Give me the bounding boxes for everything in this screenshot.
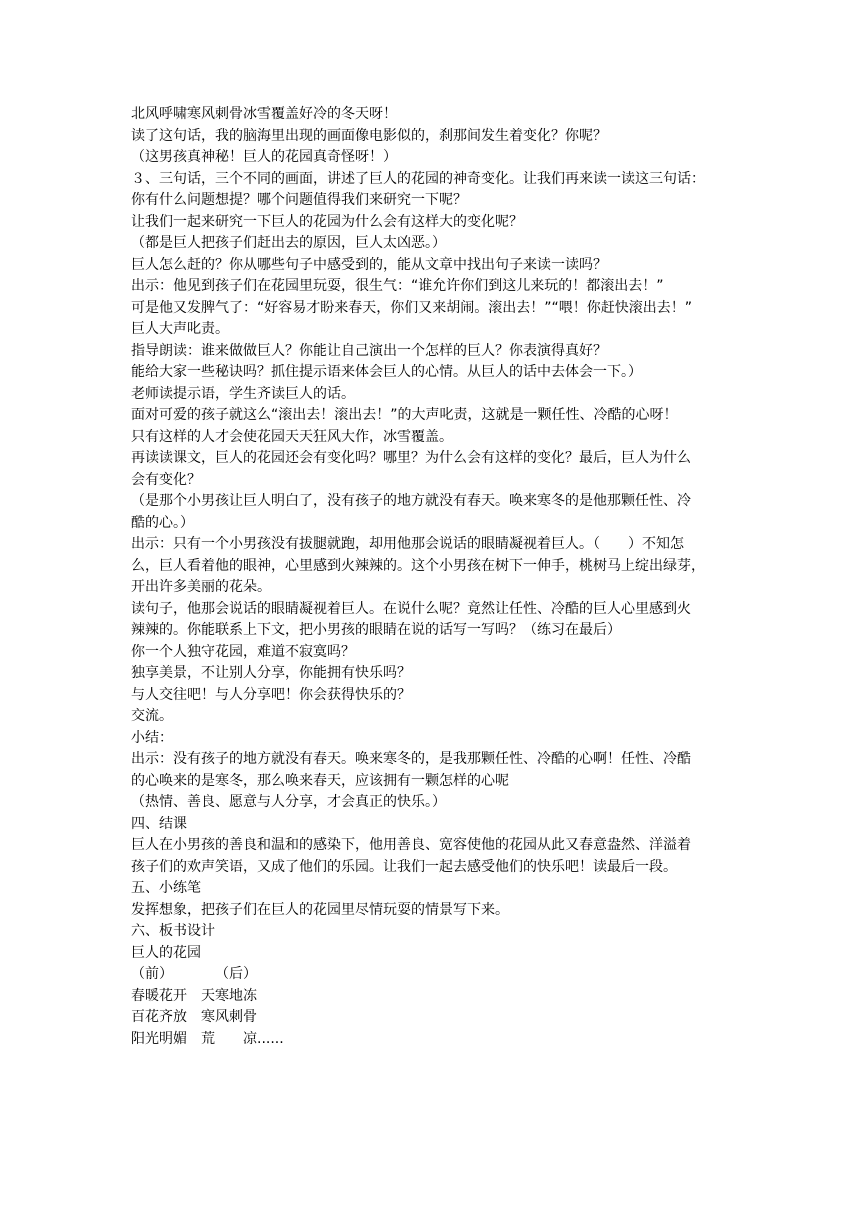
text-line: （热情、善良、愿意与人分享，才会真正的快乐。）	[131, 794, 446, 810]
text-line: 读了这句话，我的脑海里出现的画面像电影似的，刹那间发生着变化？你呢？	[131, 127, 607, 144]
section-heading: 四、结课	[131, 815, 187, 832]
text-line: 只有这样的人才会使花园天天狂风大作，冰雪覆盖。	[131, 428, 453, 445]
text-line: 老师读提示语，学生齐读巨人的话。	[131, 385, 355, 402]
text-line: （都是巨人把孩子们赶出去的原因，巨人太凶恶。）	[131, 235, 446, 251]
text-line: 辣辣的。你能联系上下文，把小男孩的眼睛在说的话写一写吗？（练习在最后）	[131, 622, 621, 638]
board-title: 巨人的花园	[131, 944, 201, 961]
text-line: 的心唤来的是寒冬，那么唤来春天，应该拥有一颗怎样的心呢	[131, 772, 509, 789]
text-line: 出示：没有孩子的地方就没有春天。唤来寒冬的，是我那颗任性、冷酷的心啊！任性、冷酷	[131, 751, 691, 767]
text-line: 巨人大声叱责。	[131, 321, 229, 337]
board-line: 阳光明媚 荒 凉......	[131, 1030, 284, 1047]
text-line: 发挥想象，把孩子们在巨人的花园里尽情玩耍的情景写下来。	[131, 901, 509, 918]
text-line: 开出许多美丽的花朵。	[131, 579, 271, 595]
text-line: 出示：只有一个小男孩没有拔腿就跑，却用他那会说话的眼睛凝视着巨人。（ ）不知怎	[131, 536, 684, 552]
text-line: 与人交往吧！与人分享吧！你会获得快乐的？	[131, 686, 411, 703]
text-line: 会有变化？	[131, 471, 201, 488]
text-line: 小结：	[131, 729, 173, 746]
text-line: （这男孩真神秘！巨人的花园真奇怪呀！）	[131, 149, 397, 165]
text-line: ３、三句话，三个不同的画面，讲述了巨人的花园的神奇变化。让我们再来读一读这三句话：	[131, 170, 705, 187]
text-line: 让我们一起来研究一下巨人的花园为什么会有这样大的变化呢？	[131, 213, 523, 230]
text-line: 再读读课文，巨人的花园还会有变化吗？哪里？为什么会有这样的变化？最后，巨人为什么	[131, 450, 691, 466]
text-line: 面对可爱的孩子就这么“滚出去！滚出去！”的大声叱责，这就是一颗任性、冷酷的心呀！	[131, 407, 678, 423]
text-line: 孩子们的欢声笑语，又成了他们的乐园。让我们一起去感受他们的快乐吧！读最后一段。	[131, 858, 677, 875]
text-line: 独享美景，不让别人分享，你能拥有快乐吗？	[131, 665, 411, 681]
text-line: （是那个小男孩让巨人明白了，没有孩子的地方就没有春天。唤来寒冬的是他那颗任性、冷	[131, 493, 691, 509]
board-line: 百花齐放 寒风刺骨	[131, 1009, 257, 1025]
text-line: 你有什么问题想提？哪个问题值得我们来研究一下呢？	[131, 192, 467, 208]
section-heading: 六、板书设计	[131, 923, 215, 939]
text-line: 能给大家一些秘诀吗？抓住提示语来体会巨人的心情。从巨人的话中去体会一下。）	[131, 364, 642, 380]
text-line: 出示：他见到孩子们在花园里玩耍，很生气：“谁允许你们到这儿来玩的！都滚出去！”	[131, 278, 664, 294]
text-line: 北风呼啸寒风刺骨冰雪覆盖好冷的冬天呀！	[131, 106, 397, 122]
board-line: 春暖花开 天寒地冻	[131, 987, 257, 1004]
section-heading: 五、小练笔	[131, 880, 201, 896]
document-page	[131, 104, 751, 1050]
text-line: 可是他又发脾气了：“好容易才盼来春天，你们又来胡闹。滚出去！”“喂！你赶快滚出去！”	[131, 299, 693, 316]
board-line: （前） （后）	[131, 966, 257, 982]
text-line: 交流。	[131, 708, 173, 724]
text-line: 巨人在小男孩的善良和温和的感染下，他用善良、宽容使他的花园从此又春意盎然、洋溢着	[131, 837, 691, 853]
text-line: 么，巨人看着他的眼神，心里感到火辣辣的。这个小男孩在树下一伸手，桃树马上绽出绿芽，	[131, 557, 705, 574]
text-line: 你一个人独守花园，难道不寂寞吗？	[131, 643, 355, 660]
text-line: 酷的心。）	[131, 514, 194, 531]
text-line: 读句子，他那会说话的眼睛凝视着巨人。在说什么呢？竟然让任性、冷酷的巨人心里感到火	[131, 600, 691, 617]
text-line: 指导朗读：谁来做做巨人？你能让自己演出一个怎样的巨人？你表演得真好？	[131, 342, 607, 359]
text-line: 巨人怎么赶的？你从哪些句子中感受到的，能从文章中找出句子来读一读吗？	[131, 256, 607, 273]
